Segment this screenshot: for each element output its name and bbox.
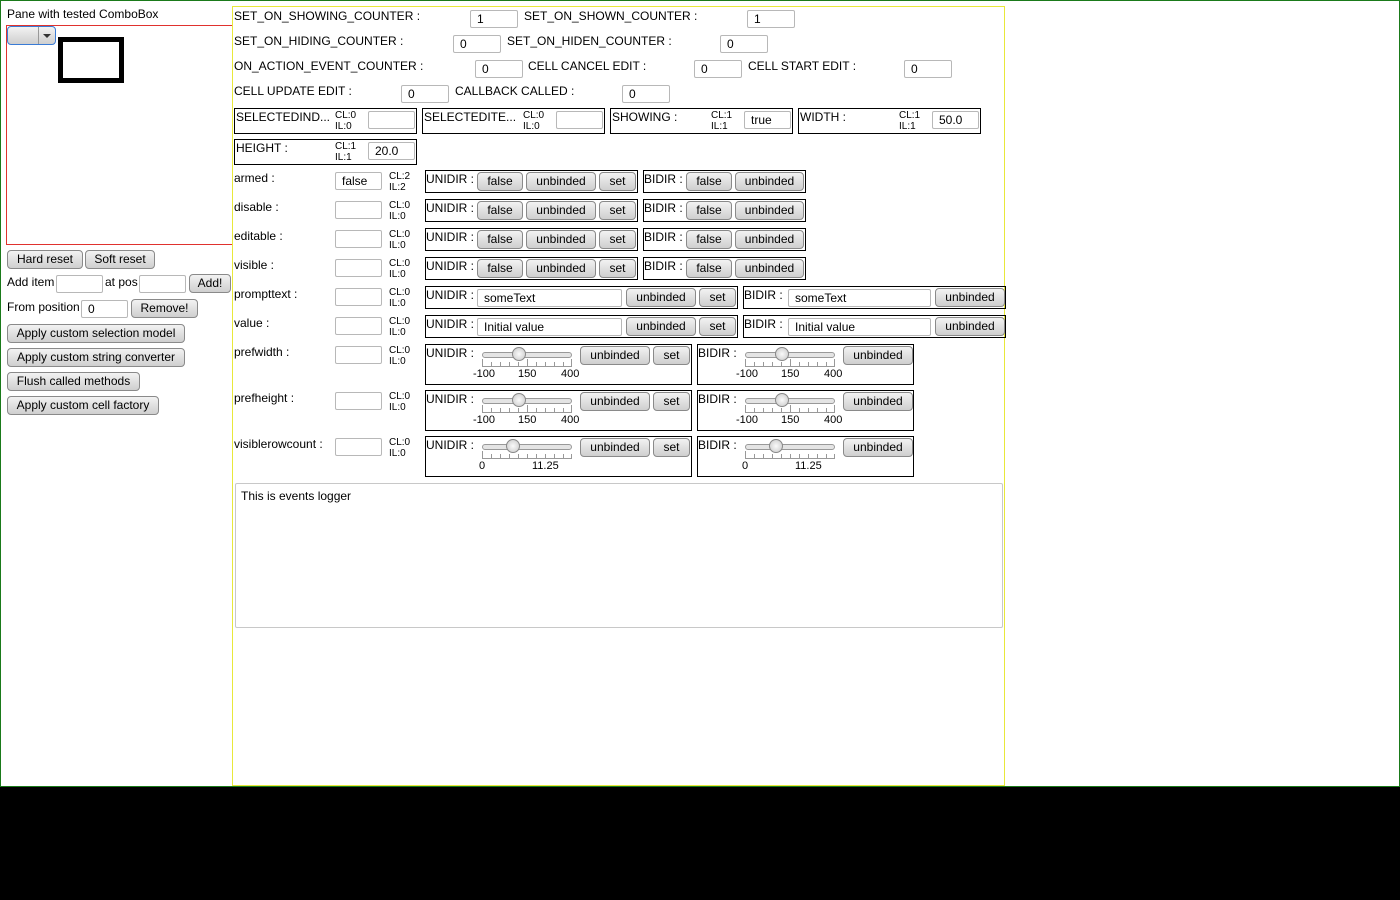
unbinded-button[interactable]: unbinded	[626, 288, 696, 307]
change-listener-count: CL:1	[711, 110, 733, 121]
soft-reset-button[interactable]: Soft reset	[85, 250, 155, 269]
property-label: prefwidth :	[234, 345, 290, 359]
counter-label: CELL CANCEL EDIT :	[528, 59, 647, 73]
property-label: disable :	[234, 200, 279, 214]
change-listener-count: CL:0	[389, 437, 411, 448]
unidir-binding-box	[425, 257, 638, 280]
property-label: visible :	[234, 258, 275, 272]
property-value[interactable]: true	[744, 111, 791, 129]
apply-string-converter-button[interactable]: Apply custom string converter	[7, 348, 185, 367]
set-button[interactable]: set	[653, 392, 690, 411]
property-value[interactable]: false	[335, 172, 382, 190]
change-listener-count: CL:0	[335, 110, 357, 121]
bidir-binding-box	[697, 344, 914, 385]
unbinded-button[interactable]: unbinded	[580, 346, 650, 365]
logger-text: This is events logger	[241, 489, 352, 503]
set-button[interactable]: set	[599, 259, 636, 278]
invalidation-listener-count: IL:0	[389, 448, 406, 459]
property-value[interactable]	[335, 230, 382, 248]
set-button[interactable]: set	[699, 317, 736, 336]
bidir-binding-box	[643, 228, 806, 251]
invalidation-listener-count: IL:1	[899, 121, 916, 132]
unidir-label: UNIDIR :	[426, 346, 474, 360]
counter-value[interactable]: 0	[904, 60, 952, 78]
false-button[interactable]: false	[686, 259, 732, 278]
unidir-text-input[interactable]: Initial value	[477, 318, 622, 336]
slider-tick-label: 150	[518, 414, 537, 426]
invalidation-listener-count: IL:0	[389, 240, 406, 251]
invalidation-listener-count: IL:1	[335, 152, 352, 163]
add-item-input[interactable]	[56, 275, 103, 293]
property-value[interactable]	[335, 317, 382, 335]
unidir-binding-box	[425, 228, 638, 251]
slider-ticks	[745, 405, 835, 413]
false-button[interactable]: false	[477, 259, 523, 278]
invalidation-listener-count: IL:0	[389, 327, 406, 338]
counter-value[interactable]: 0	[453, 35, 501, 53]
bidir-label: BIDIR :	[644, 230, 683, 244]
counter-label: ON_ACTION_EVENT_COUNTER :	[234, 59, 424, 73]
bidir-binding-box	[643, 257, 806, 280]
hard-reset-button[interactable]: Hard reset	[7, 250, 83, 269]
bidir-binding-box	[697, 436, 914, 477]
slider-tick-label: -100	[473, 368, 496, 380]
unbinded-button[interactable]: unbinded	[935, 288, 1005, 307]
from-position-input[interactable]: 0	[81, 300, 128, 318]
property-value[interactable]	[368, 111, 415, 129]
remove-button[interactable]: Remove!	[131, 299, 198, 318]
unidir-binding-box	[425, 199, 638, 222]
apply-cell-factory-button[interactable]: Apply custom cell factory	[7, 396, 159, 415]
unidir-binding-box	[425, 436, 692, 477]
unbinded-button[interactable]: unbinded	[580, 392, 650, 411]
property-value[interactable]: 50.0	[932, 111, 979, 129]
invalidation-listener-count: IL:0	[389, 356, 406, 367]
change-listener-count: CL:1	[335, 141, 357, 152]
counter-label: SET_ON_HIDEN_COUNTER :	[507, 34, 672, 48]
property-value[interactable]	[335, 259, 382, 277]
unbinded-button[interactable]: unbinded	[526, 230, 596, 249]
counter-value[interactable]: 0	[622, 85, 670, 103]
unbinded-button[interactable]: unbinded	[626, 317, 696, 336]
property-value[interactable]	[335, 288, 382, 306]
at-pos-label: at pos	[105, 275, 138, 289]
counter-value[interactable]: 1	[747, 10, 795, 28]
unbinded-button[interactable]: unbinded	[843, 346, 913, 365]
slider-ticks	[745, 451, 835, 459]
property-label: SELECTEDITE...	[424, 110, 517, 124]
set-button[interactable]: set	[699, 288, 736, 307]
unidir-label: UNIDIR :	[426, 317, 474, 331]
unidir-binding-box	[425, 390, 692, 431]
property-label: SELECTEDIND...	[236, 110, 331, 124]
combobox-rectangle	[58, 37, 124, 83]
property-label: visiblerowcount :	[234, 437, 323, 451]
slider-tick-label: 150	[518, 368, 537, 380]
false-button[interactable]: false	[686, 201, 732, 220]
set-button[interactable]: set	[653, 346, 690, 365]
bidir-text-input[interactable]: Initial value	[788, 318, 931, 336]
add-button[interactable]: Add!	[189, 274, 231, 293]
invalidation-listener-count: IL:0	[389, 269, 406, 280]
unbinded-button[interactable]: unbinded	[935, 317, 1005, 336]
property-label: SHOWING :	[612, 110, 678, 124]
invalidation-listener-count: IL:2	[389, 182, 406, 193]
counter-value[interactable]: 0	[694, 60, 742, 78]
slider-tick-label: 150	[781, 414, 800, 426]
unbinded-button[interactable]: unbinded	[526, 259, 596, 278]
bidir-binding-box	[743, 286, 1006, 309]
unidir-label: UNIDIR :	[426, 259, 474, 273]
change-listener-count: CL:2	[389, 171, 411, 182]
slider-tick-label: 400	[824, 414, 843, 426]
set-button[interactable]: set	[599, 201, 636, 220]
property-value[interactable]	[335, 346, 382, 364]
bidir-label: BIDIR :	[644, 172, 683, 186]
property-label: value :	[234, 316, 270, 330]
flush-called-methods-button[interactable]: Flush called methods	[7, 372, 140, 391]
counter-label: CELL UPDATE EDIT :	[234, 84, 352, 98]
change-listener-count: CL:0	[389, 316, 411, 327]
bidir-label: BIDIR :	[744, 317, 783, 331]
false-button[interactable]: false	[477, 172, 523, 191]
change-listener-count: CL:0	[389, 345, 411, 356]
chevron-down-icon	[38, 27, 55, 44]
unidir-binding-box	[425, 315, 738, 338]
change-listener-count: CL:0	[389, 287, 411, 298]
bidir-binding-box	[743, 315, 1006, 338]
unidir-label: UNIDIR :	[426, 288, 474, 302]
slider-track	[745, 398, 835, 404]
slider-track	[482, 398, 572, 404]
unbinded-button[interactable]: unbinded	[735, 172, 804, 191]
property-value[interactable]: 20.0	[368, 142, 415, 160]
slider-ticks	[482, 405, 572, 413]
bidir-binding-box	[697, 390, 914, 431]
invalidation-listener-count: IL:0	[335, 121, 352, 132]
bidir-label: BIDIR :	[698, 392, 737, 406]
unidir-label: UNIDIR :	[426, 392, 474, 406]
unidir-text-input[interactable]: someText	[477, 289, 622, 307]
slider-tick-label: 11.25	[795, 460, 822, 472]
invalidation-listener-count: IL:0	[389, 402, 406, 413]
unbinded-button[interactable]: unbinded	[843, 392, 913, 411]
false-button[interactable]: false	[686, 230, 732, 249]
bidir-label: BIDIR :	[644, 259, 683, 273]
change-listener-count: CL:0	[523, 110, 545, 121]
slider-tick-label: -100	[736, 414, 759, 426]
property-value[interactable]	[335, 201, 382, 219]
bidir-binding-box	[643, 170, 806, 193]
unbinded-button[interactable]: unbinded	[526, 201, 596, 220]
unidir-label: UNIDIR :	[426, 438, 474, 452]
slider-tick-label: 0	[479, 460, 486, 472]
false-button[interactable]: false	[686, 172, 732, 191]
unbinded-button[interactable]: unbinded	[735, 201, 804, 220]
bidir-text-input[interactable]: someText	[788, 289, 931, 307]
tested-combobox[interactable]	[7, 26, 56, 45]
slider-tick-label: -100	[473, 414, 496, 426]
showing-box	[610, 108, 793, 134]
counter-label: SET_ON_HIDING_COUNTER :	[234, 34, 404, 48]
counter-label: SET_ON_SHOWN_COUNTER :	[524, 9, 698, 23]
slider-tick-label: -100	[736, 368, 759, 380]
unidir-binding-box	[425, 170, 638, 193]
set-button[interactable]: set	[599, 230, 636, 249]
slider-ticks	[745, 359, 835, 367]
pane-title: Pane with tested ComboBox	[7, 7, 159, 21]
slider-track	[482, 444, 572, 450]
unidir-binding-box	[425, 344, 692, 385]
bidir-binding-box	[643, 199, 806, 222]
unbinded-button[interactable]: unbinded	[735, 230, 804, 249]
width-box	[798, 108, 981, 134]
property-label: HEIGHT :	[236, 141, 288, 155]
counter-value[interactable]: 0	[475, 60, 523, 78]
change-listener-count: CL:1	[899, 110, 921, 121]
property-label: WIDTH :	[800, 110, 846, 124]
bidir-label: BIDIR :	[698, 346, 737, 360]
slider-tick-label: 11.25	[532, 460, 559, 472]
property-label: prefheight :	[234, 391, 295, 405]
selectedindex-box	[234, 108, 417, 134]
invalidation-listener-count: IL:0	[523, 121, 540, 132]
events-logger[interactable]	[235, 483, 1003, 628]
false-button[interactable]: false	[477, 230, 523, 249]
change-listener-count: CL:0	[389, 200, 411, 211]
counter-label: CALLBACK CALLED :	[455, 84, 575, 98]
slider-track	[482, 352, 572, 358]
slider-tick-label: 400	[824, 368, 843, 380]
unbinded-button[interactable]: unbinded	[526, 172, 596, 191]
property-value[interactable]	[335, 438, 382, 456]
property-value[interactable]	[335, 392, 382, 410]
bidir-label: BIDIR :	[698, 438, 737, 452]
property-label: editable :	[234, 229, 283, 243]
slider-tick-label: 0	[742, 460, 749, 472]
property-label: prompttext :	[234, 287, 298, 301]
counter-label: CELL START EDIT :	[748, 59, 857, 73]
change-listener-count: CL:0	[389, 229, 411, 240]
false-button[interactable]: false	[477, 201, 523, 220]
slider-ticks	[482, 359, 572, 367]
add-item-label: Add item	[7, 275, 55, 289]
change-listener-count: CL:0	[389, 258, 411, 269]
slider-ticks	[482, 451, 572, 459]
counter-value[interactable]: 0	[720, 35, 768, 53]
at-pos-input[interactable]	[139, 275, 186, 293]
unbinded-button[interactable]: unbinded	[580, 438, 650, 457]
slider-tick-label: 150	[781, 368, 800, 380]
unidir-label: UNIDIR :	[426, 201, 474, 215]
slider-track	[745, 444, 835, 450]
counter-value[interactable]: 1	[470, 10, 518, 28]
set-button[interactable]: set	[599, 172, 636, 191]
bidir-label: BIDIR :	[744, 288, 783, 302]
invalidation-listener-count: IL:0	[389, 298, 406, 309]
selecteditem-box	[422, 108, 605, 134]
apply-selection-model-button[interactable]: Apply custom selection model	[7, 324, 185, 343]
height-box	[234, 139, 417, 165]
properties-pane	[232, 6, 1005, 786]
tested-pane	[6, 25, 233, 245]
property-value[interactable]	[556, 111, 603, 129]
from-position-label: From position	[7, 300, 80, 314]
set-button[interactable]: set	[653, 438, 690, 457]
slider-track	[745, 352, 835, 358]
change-listener-count: CL:0	[389, 391, 411, 402]
unidir-label: UNIDIR :	[426, 230, 474, 244]
unidir-binding-box	[425, 286, 738, 309]
invalidation-listener-count: IL:0	[389, 211, 406, 222]
property-label: armed :	[234, 171, 275, 185]
bidir-label: BIDIR :	[644, 201, 683, 215]
unbinded-button[interactable]: unbinded	[843, 438, 913, 457]
invalidation-listener-count: IL:1	[711, 121, 728, 132]
counter-value[interactable]: 0	[401, 85, 449, 103]
unbinded-button[interactable]: unbinded	[735, 259, 804, 278]
unidir-label: UNIDIR :	[426, 172, 474, 186]
counter-label: SET_ON_SHOWING_COUNTER :	[234, 9, 421, 23]
slider-tick-label: 400	[561, 368, 580, 380]
slider-tick-label: 400	[561, 414, 580, 426]
